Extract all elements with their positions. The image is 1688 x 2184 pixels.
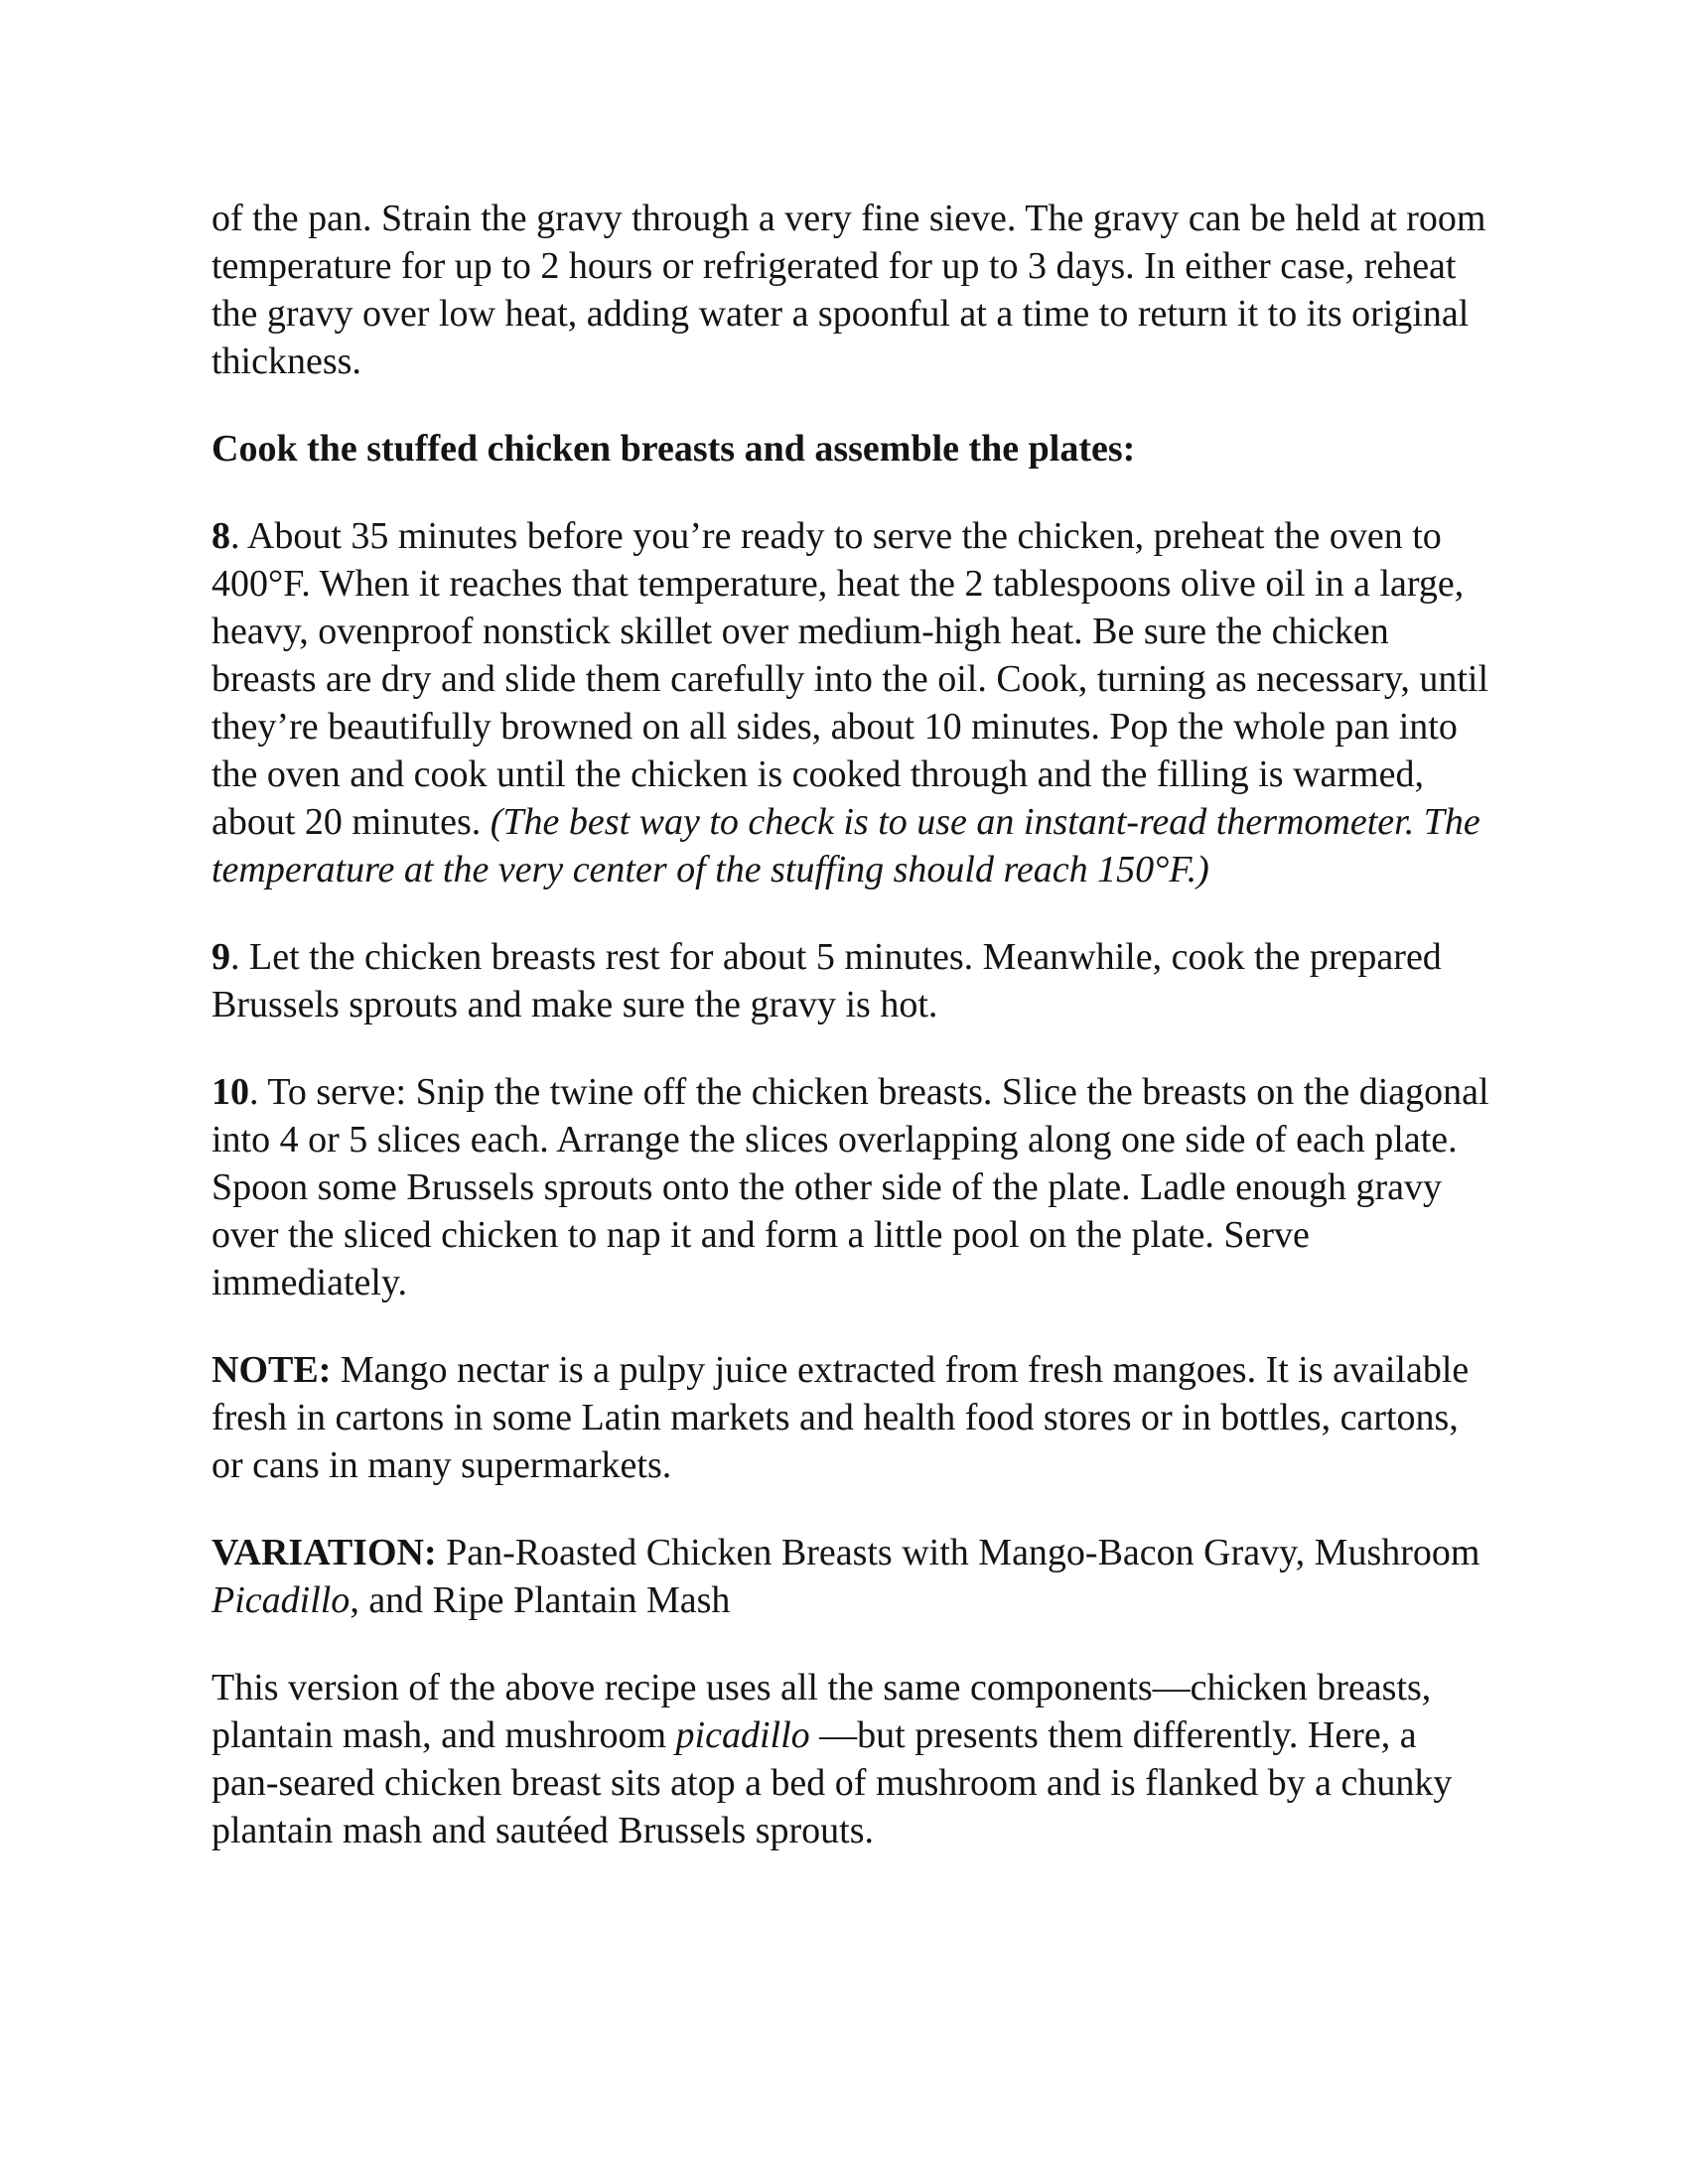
variation-italic: Picadillo xyxy=(211,1579,351,1621)
variation-label: VARIATION: xyxy=(211,1532,437,1573)
step-text: . About 35 minutes before you’re ready to serve the chicken, preheat the oven to 400°F. When it reaches that temperature, heat the 2 tablespoons olive oil in a large, heavy, ovenproof nonstick skillet over medium-high heat. Be sure the chicken breasts are dry and slide them carefully into the oil. Cook, turning as necessary, until they’re beautifully browned on all sides, about 10 minutes. Pop the whole pan into the oven and cook until the chicken is cooked through and the filling is warmed, about 20 minutes. xyxy=(211,515,1489,843)
section-heading: Cook the stuffed chicken breasts and assemble the plates: xyxy=(211,428,1136,470)
step-8-paragraph xyxy=(211,512,1492,893)
step-number: 10 xyxy=(211,1071,249,1113)
step-number: 9 xyxy=(211,936,230,978)
document-page xyxy=(211,195,1492,1894)
step-text: . To serve: Snip the twine off the chicken breasts. Slice the breasts on the diagonal into 4 or 5 slices each. Arrange the slices overlapping along one side of each plate. Spoon some Brussels sprouts onto the other side of the plate. Ladle enough gravy over the sliced chicken to nap it and form a little pool on the plate. Serve immediately. xyxy=(211,1071,1489,1303)
variation-text-after: , and Ripe Plantain Mash xyxy=(350,1579,731,1621)
note-text: Mango nectar is a pulpy juice extracted from fresh mangoes. It is available fresh in cartons in some Latin markets and health food stores or in bottles, cartons, or cans in many supermarkets. xyxy=(211,1349,1470,1486)
closing-paragraph xyxy=(211,1664,1492,1854)
step-number: 8 xyxy=(211,515,230,557)
step-text: . Let the chicken breasts rest for about 5 minutes. Meanwhile, cook the prepared Brussels sprouts and make sure the gravy is hot. xyxy=(211,936,1442,1025)
closing-italic: picadillo xyxy=(675,1714,810,1756)
variation-text-before: Pan-Roasted Chicken Breasts with Mango-Bacon Gravy, Mushroom xyxy=(436,1532,1480,1573)
variation-paragraph xyxy=(211,1529,1492,1624)
intro-text: of the pan. Strain the gravy through a very fine sieve. The gravy can be held at room temperature for up to 2 hours or refrigerated for up to 3 days. In either case, reheat the gravy over low heat, adding water a spoonful at a time to return it to its original thickness. xyxy=(211,198,1486,382)
closing-text-before: This version of the above recipe uses all the same components—chicken breasts, plantain mash, and mushroom xyxy=(211,1667,1432,1756)
step-italic-note: (The best way to check is to use an instant-read thermometer. The temperature at the very center of the stuffing should reach 150°F.) xyxy=(211,801,1480,890)
intro-paragraph xyxy=(211,195,1492,385)
step-9-paragraph xyxy=(211,933,1492,1028)
note-label: NOTE: xyxy=(211,1349,332,1391)
step-10-paragraph xyxy=(211,1068,1492,1306)
note-paragraph xyxy=(211,1346,1492,1489)
closing-text-after: —but presents them differently. Here, a pan-seared chicken breast sits atop a bed of mushroom and is flanked by a chunky plantain mash and sautéed Brussels sprouts. xyxy=(211,1714,1453,1851)
